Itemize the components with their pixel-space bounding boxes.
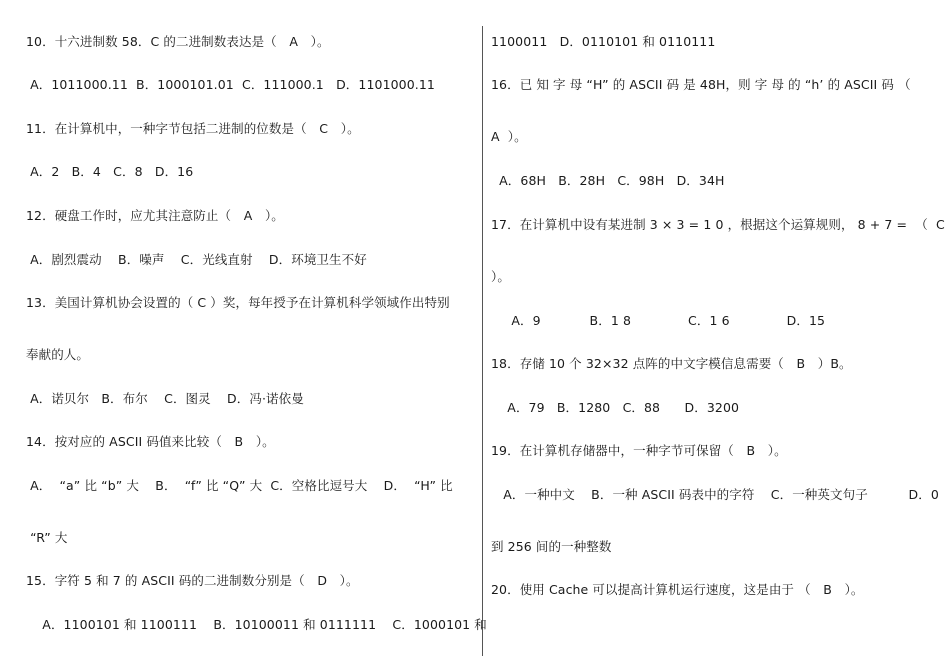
- question-20: 20．使用 Cache 可以提高计算机运行速度，这是由于 （ B ）。: [491, 582, 864, 597]
- question-13-cont: 奉献的人。: [26, 347, 90, 362]
- question-18: 18．存储 10 个 32×32 点阵的中文字模信息需要（ B ）B。: [491, 356, 852, 371]
- question-16: 16．已 知 字 母 “H” 的 ASCII 码 是 48H，则 字 母 的 “h’ 的 ASCII 码 （: [491, 77, 911, 92]
- question-14: 14．按对应的 ASCII 码值来比较（ B ）。: [26, 434, 275, 449]
- question-19-cont: 到 256 间的一种整数: [491, 539, 612, 554]
- question-15: 15．字符 5 和 7 的 ASCII 码的二进制数分别是（ D ）。: [26, 573, 359, 588]
- question-16-cont: A ）。: [491, 129, 527, 144]
- question-10-options: A．1011000.11 B．1000101.01 C．111000.1 D．1101000.11: [26, 77, 435, 92]
- question-16-options: A．68H B．28H C．98H D．34H: [491, 173, 725, 188]
- column-divider: [482, 26, 483, 656]
- question-17-cont: ）。: [491, 269, 510, 284]
- question-12: 12．硬盘工作时，应尤其注意防止（ A ）。: [26, 208, 284, 223]
- question-14-options: A． “a” 比 “b” 大 B． “f” 比 “Q” 大 C．空格比逗号大 D． “H” 比: [26, 478, 453, 493]
- question-13: 13．美国计算机协会设置的（ C ）奖，每年授予在计算机科学领域作出特别: [26, 295, 450, 310]
- question-19-options: A．一种中文 B．一种 ASCII 码表中的字符 C．一种英文句子 D．0: [491, 487, 939, 502]
- question-14-cont: “R” 大: [26, 530, 68, 545]
- question-13-options: A．诺贝尔 B．布尔 C．图灵 D．冯·诺依曼: [26, 391, 304, 406]
- question-12-options: A．剧烈震动 B．噪声 C．光线直射 D．环境卫生不好: [26, 252, 367, 267]
- question-18-options: A．79 B．1280 C．88 D．3200: [491, 400, 740, 415]
- question-19: 19．在计算机存储器中，一种字节可保留（ B ）。: [491, 443, 787, 458]
- question-15-options: A．1100101 和 1100111 B．10100011 和 0111111 C．1000101 和: [26, 617, 487, 632]
- question-11-options: A．2 B．4 C．8 D．16: [26, 164, 194, 179]
- question-15-cont: 1100011 D．0110101 和 0110111: [491, 34, 716, 49]
- question-11: 11．在计算机中，一种字节包括二进制的位数是（ C ）。: [26, 121, 360, 136]
- question-10: 10．十六进制数 58．C 的二进制数表达是（ A ）。: [26, 34, 330, 49]
- question-17: 17．在计算机中设有某进制 3 × 3 = 1 0 ，根据这个运算规则， 8 + 7 = （ C: [491, 217, 945, 232]
- question-17-options: A．9 B．1 8 C．1 6 D．15: [491, 313, 826, 328]
